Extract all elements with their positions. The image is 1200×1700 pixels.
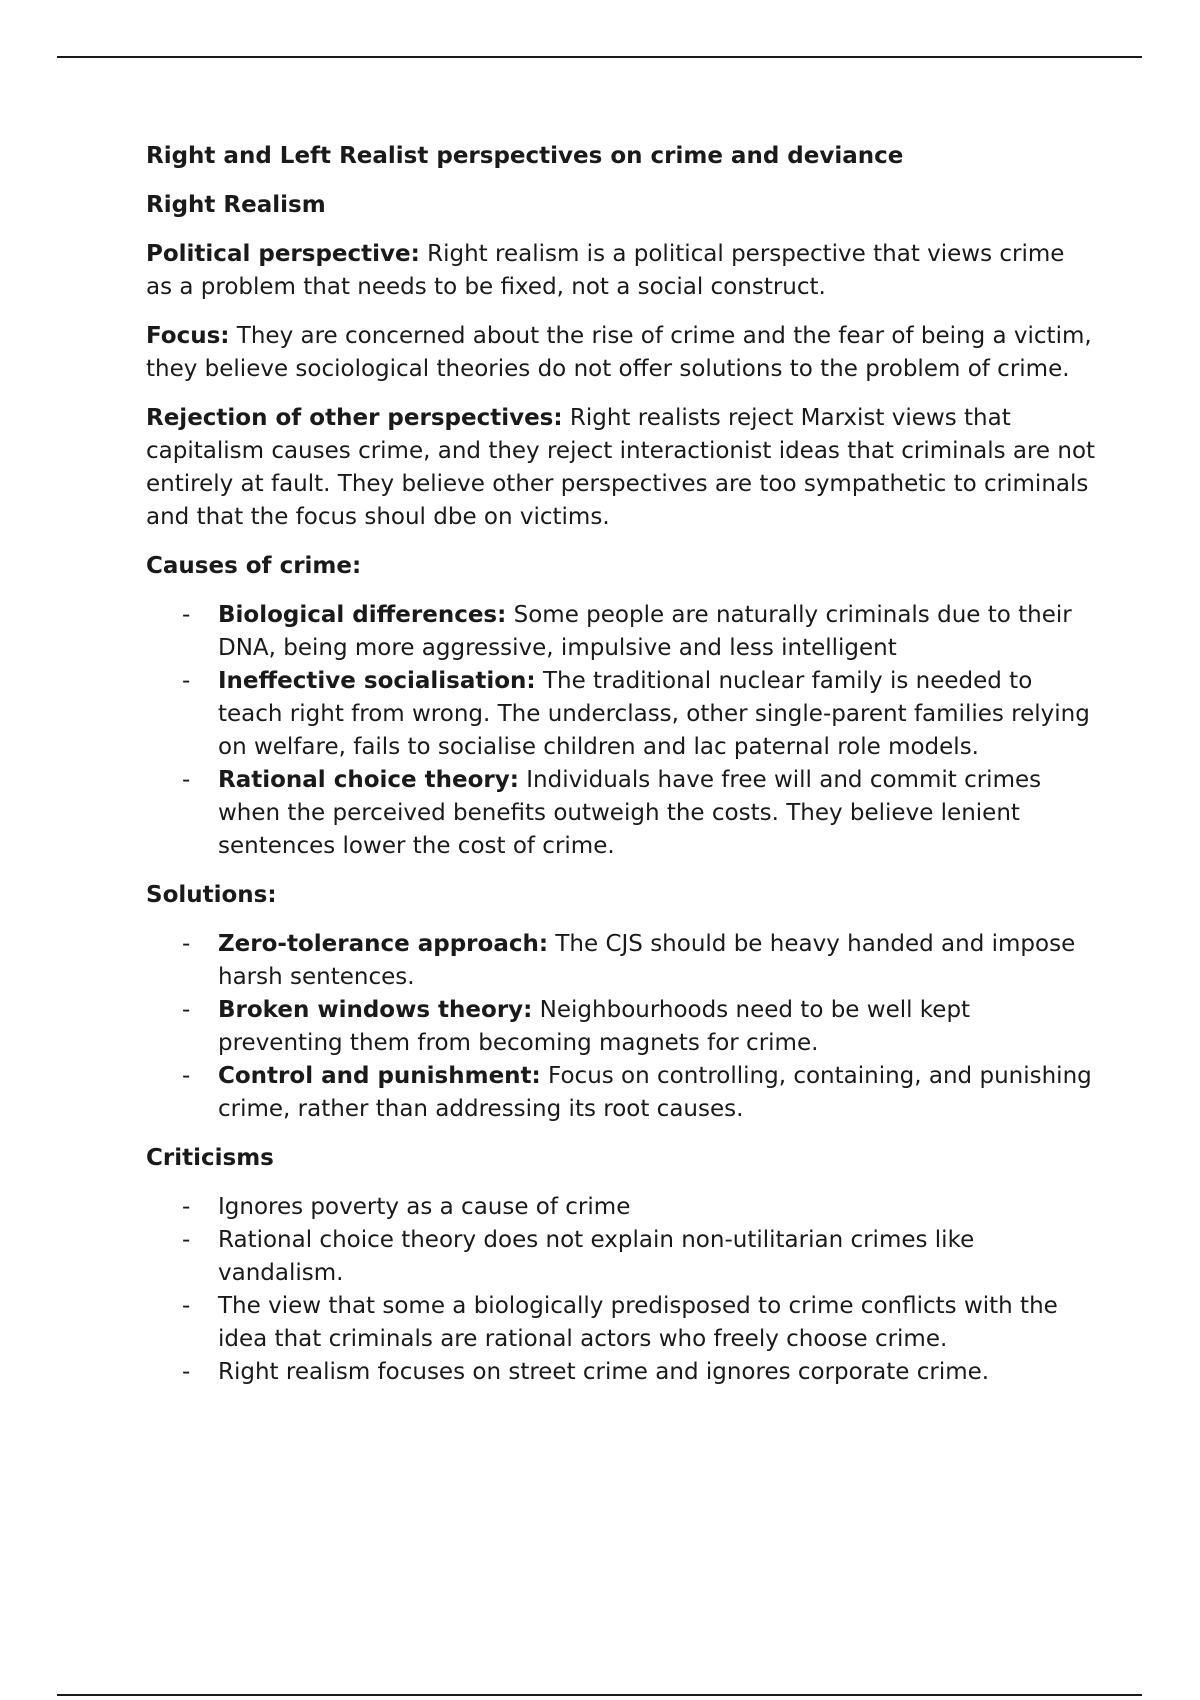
dash-bullet: - [182,602,191,628]
paragraph-text: Right realism is a political perspective that views crime as a problem that needs to be fixed, not a social construct. [146,241,1065,300]
dash-bullet: - [182,668,191,694]
item-text: Ignores poverty as a cause of crime [218,1194,631,1220]
list-item [146,599,1096,665]
item-label: Rational choice theory: [218,767,519,793]
dash-bullet: - [182,931,191,957]
item-label: Control and punishment: [218,1063,541,1089]
paragraph-text: They are concerned about the rise of crime and the fear of being a victim, they believe sociological theories do not offer solutions to the problem of crime. [146,323,1092,382]
list-item [146,1191,1096,1224]
item-text: Focus on controlling, containing, and punishing crime, rather than addressing its root causes. [218,1063,1092,1122]
item-label: Biological differences: [218,602,507,628]
item-text: Neighbourhoods need to be well kept preventing them from becoming magnets for crime. [218,997,971,1056]
item-text: Rational choice theory does not explain non-utilitarian crimes like vandalism. [218,1227,975,1286]
dash-bullet: - [182,1194,191,1220]
section-heading: Right Realism [146,192,326,218]
item-text: The view that some a biologically predisposed to crime conflicts with the idea that criminals are rational actors who freely choose crime. [218,1293,1058,1352]
causes-list [146,599,1096,863]
item-label: Ineffective socialisation: [218,668,536,694]
item-label: Zero-tolerance approach: [218,931,549,957]
paragraph-label: Rejection of other perspectives: [146,405,563,431]
paragraph-label: Focus: [146,323,230,349]
document-title: Right and Left Realist perspectives on crime and deviance [146,143,904,169]
list-item [146,1060,1096,1126]
item-text: The traditional nuclear family is needed to teach right from wrong. The underclass, other single-parent families relying on welfare, fails to socialise children and lac paternal role models. [218,668,1090,760]
list-item [146,1224,1096,1290]
list-item [146,1290,1096,1356]
item-label: Broken windows theory: [218,997,533,1023]
dash-bullet: - [182,997,191,1023]
dash-bullet: - [182,767,191,793]
dash-bullet: - [182,1293,191,1319]
dash-bullet: - [182,1359,191,1385]
paragraph-label: Political perspective: [146,241,420,267]
paragraph-political-perspective [146,238,1096,304]
list-item [146,764,1096,863]
dash-bullet: - [182,1227,191,1253]
item-text: Individuals have free will and commit crimes when the perceived benefits outweigh the costs. They believe lenient sentences lower the cost of crime. [218,767,1042,859]
criticisms-heading: Criticisms [146,1145,274,1171]
item-text: Some people are naturally criminals due to their DNA, being more aggressive, impulsive and less intelligent [218,602,1072,661]
paragraph-focus [146,320,1096,386]
list-item [146,928,1096,994]
paragraph-text: Right realists reject Marxist views that capitalism causes crime, and they reject interactionist ideas that criminals are not entirely at fault. They believe other perspectives are too sympathetic to criminals and that the focus shoul dbe on victims. [146,405,1096,530]
footer-rule [57,1694,1142,1696]
list-item [146,1356,1096,1389]
criticisms-list [146,1191,1096,1389]
paragraph-rejection [146,402,1096,534]
solutions-heading: Solutions: [146,882,277,908]
item-text: The CJS should be heavy handed and impose harsh sentences. [218,931,1076,990]
item-text: Right realism focuses on street crime and ignores corporate crime. [218,1359,990,1385]
document-body [146,140,1096,1405]
dash-bullet: - [182,1063,191,1089]
list-item [146,665,1096,764]
header-rule [57,56,1142,58]
list-item [146,994,1096,1060]
causes-heading: Causes of crime: [146,553,362,579]
solutions-list [146,928,1096,1126]
